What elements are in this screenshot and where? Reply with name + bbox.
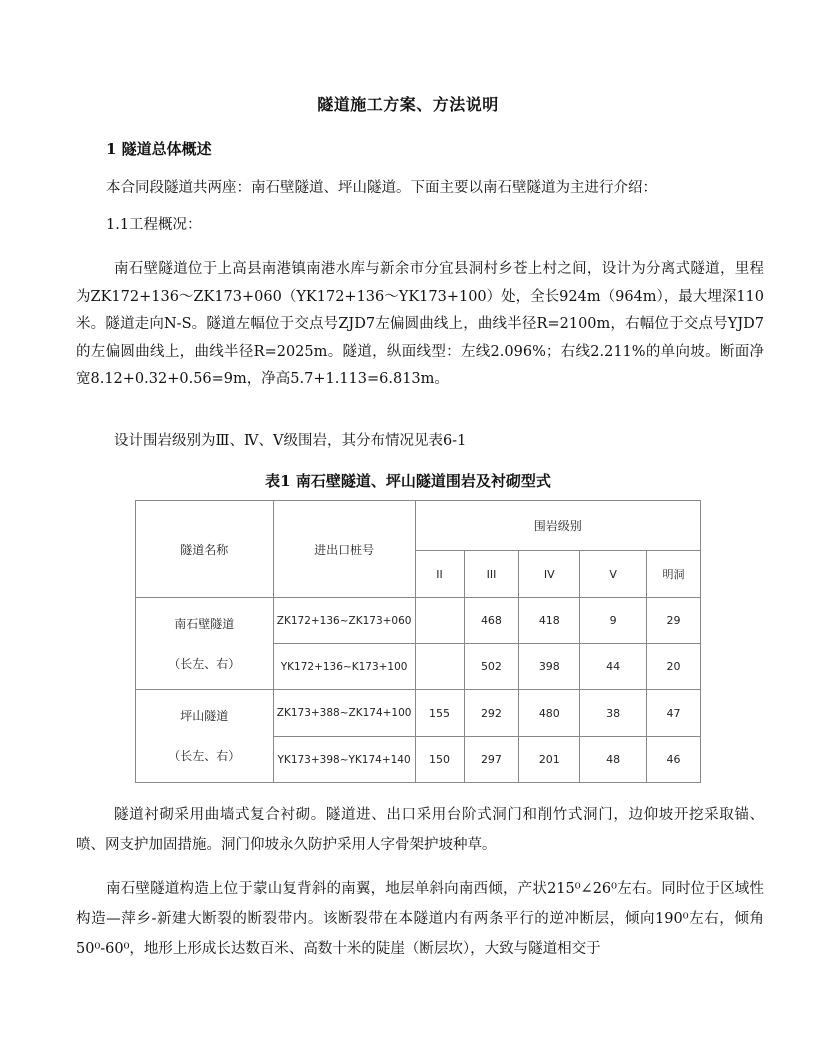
value-cell: 480 [519, 690, 580, 737]
station-cell: ZK172+136~ZK173+060 [273, 598, 415, 644]
header-tunnel-name: 隧道名称 [136, 501, 274, 598]
header-station: 进出口桩号 [273, 501, 415, 598]
value-cell: 47 [647, 690, 701, 737]
tunnel-note: （长左、右） [168, 656, 241, 671]
station-cell: YK173+398~YK174+140 [273, 737, 415, 783]
header-rock-grade: 围岩级别 [415, 501, 700, 551]
tunnel-name-cell [136, 598, 274, 690]
value-cell: 48 [580, 737, 647, 783]
header-grade-iv: IV [519, 551, 580, 598]
document-title: 隧道施工方案、方法说明 [317, 95, 499, 114]
tunnel-name: 南石壁隧道 [174, 616, 235, 631]
table-caption: 表1 南石壁隧道、坪山隧道围岩及衬砌型式 [265, 472, 551, 490]
value-cell: 297 [464, 737, 519, 783]
value-cell: 38 [580, 690, 647, 737]
value-cell: 418 [519, 598, 580, 644]
value-cell: 292 [464, 690, 519, 737]
value-cell: 20 [647, 644, 701, 690]
value-cell: 201 [519, 737, 580, 783]
rock-grade-table [135, 500, 701, 783]
station-cell: ZK173+388~ZK174+100 [273, 690, 415, 737]
value-cell: 398 [519, 644, 580, 690]
rock-design-paragraph: 设计围岩级别为Ⅲ、Ⅳ、Ⅴ级围岩，其分布情况见表6-1 [114, 433, 467, 449]
value-cell [415, 598, 464, 644]
overview-paragraph: 南石壁隧道位于上高县南港镇南港水库与新余市分宜县洞村乡苍上村之间，设计为分离式隧道，里程为ZK172+136～ZK173+060（YK172+136～YK173+100）处，全长924m（964m），最大埋深110米。隧道走向N-S。隧道左幅位于交点号ZJD7左偏圆曲线上，曲线半径R=2100m，右幅位于交点号YJD7的左偏圆曲线上，曲线半径R=2025m。隧道，纵面线型：左线2.096%；右线2.211%的单向坡。断面净宽8.12+0.32+0.56=9m，净高5.7+1.113=6.813m。 [76, 261, 764, 387]
tunnel-note: （长左、右） [168, 749, 241, 763]
lining-paragraph: 隧道衬砌采用曲墙式复合衬砌。隧道进、出口采用台阶式洞门和削竹式洞门，边仰坡开挖采取锚、喷、网支护加固措施。洞门仰坡永久防护采用人字骨架护坡种草。 [76, 807, 764, 853]
header-grade-v: V [580, 551, 647, 598]
value-cell: 468 [464, 598, 519, 644]
station-cell: YK172+136~K173+100 [273, 644, 415, 690]
geology-paragraph: 南石壁隧道构造上位于蒙山复背斜的南翼，地层单斜向南西倾，产状215⁰∠26⁰左右。同时位于区域性构造—萍乡-新建大断裂的断裂带内。该断裂带在本隧道内有两条平行的逆冲断层，倾向190⁰左右，倾角50⁰-60⁰，地形上形成长达数百米、高数十米的陡崖（断层坎），大致与隧道相交于 [76, 881, 764, 957]
header-grade-iii: III [464, 551, 519, 598]
value-cell: 29 [647, 598, 701, 644]
value-cell: 9 [580, 598, 647, 644]
section-heading: 1 隧道总体概述 [106, 140, 212, 158]
value-cell: 155 [415, 690, 464, 737]
value-cell [415, 644, 464, 690]
subsection-heading: 1.1工程概况： [106, 217, 202, 233]
tunnel-name: 坪山隧道 [180, 709, 229, 723]
header-grade-ii: II [415, 551, 464, 598]
value-cell: 46 [647, 737, 701, 783]
value-cell: 502 [464, 644, 519, 690]
value-cell: 44 [580, 644, 647, 690]
value-cell: 150 [415, 737, 464, 783]
intro-paragraph: 本合同段隧道共两座：南石壁隧道、坪山隧道。下面主要以南石壁隧道为主进行介绍： [106, 180, 657, 196]
tunnel-name-cell [136, 690, 274, 783]
header-open-cut: 明洞 [647, 551, 701, 598]
